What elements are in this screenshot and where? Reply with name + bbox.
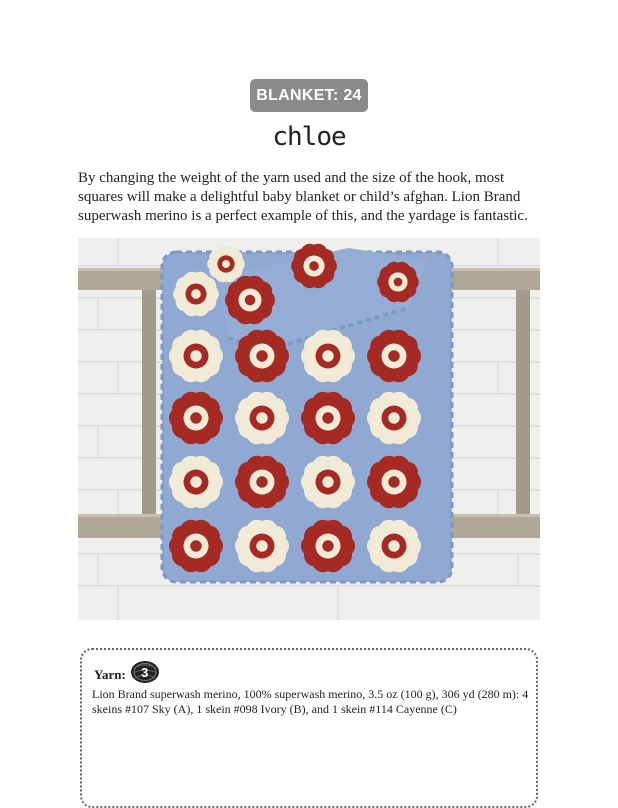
- yarn-info-box: [80, 648, 538, 808]
- intro-paragraph: By changing the weight of the yarn used and the size of the hook, most squares will make a delightful baby blanket or child’s afghan. Lion Brand superwash merino is a perfect example of this, and the yardage is fantastic.: [78, 170, 528, 224]
- section-badge: BLANKET: 24: [250, 79, 368, 112]
- pattern-title: chloe: [272, 122, 346, 152]
- blanket-photo: [78, 238, 540, 620]
- blanket-photo-image: [78, 238, 540, 620]
- yarn-description: Lion Brand superwash merino, 100% superwash merino, 3.5 oz (100 g), 306 yd (280 m): 4 skeins #107 Sky (A), 1 skein #098 Ivory (B), and 1 skein #114 Cayenne (C): [92, 687, 529, 716]
- yarn-header: [94, 660, 160, 682]
- yarn-label: Yarn:: [94, 667, 126, 682]
- yarn-weight-number: 3: [141, 664, 149, 680]
- yarn-weight-3-icon: [130, 660, 160, 684]
